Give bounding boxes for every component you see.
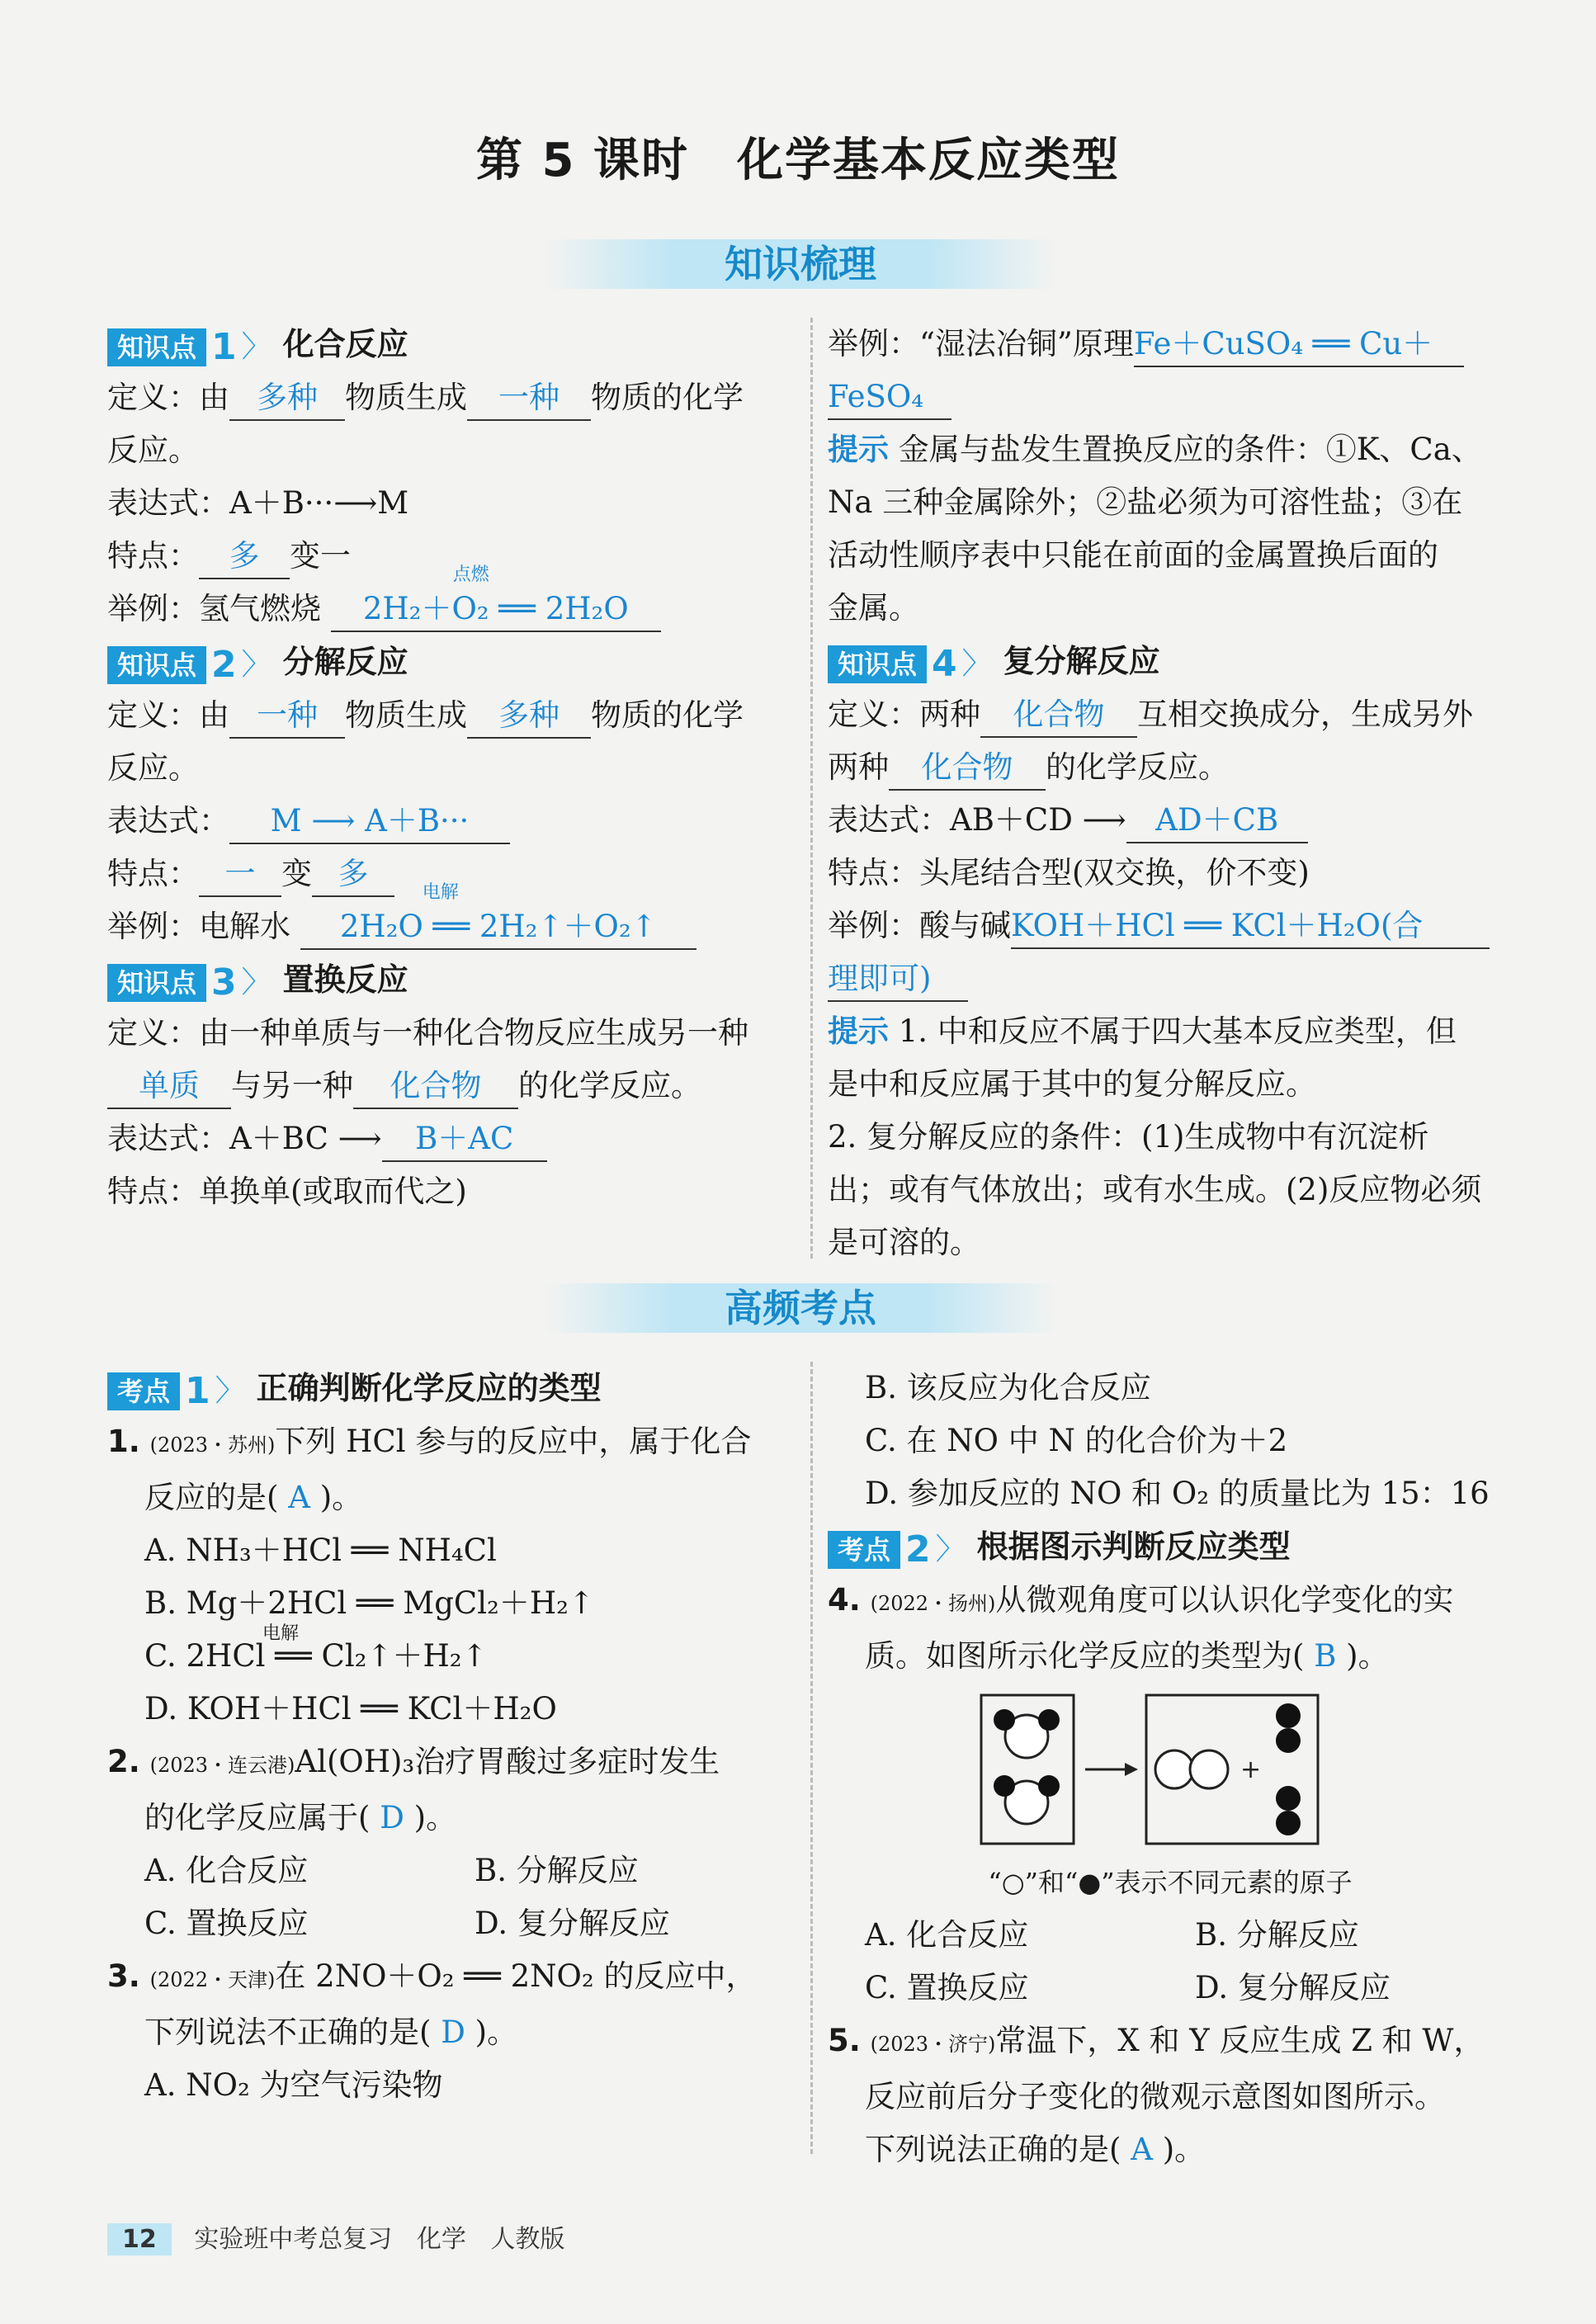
column-divider: [810, 1362, 813, 2154]
blank-answer: 一种: [467, 376, 591, 421]
subject: 化学: [416, 2225, 466, 2254]
tip-label: 提示: [828, 432, 889, 467]
option: D. 复分解反应: [475, 1906, 670, 1941]
knowledge-right-column: 举例：“湿法冶铜”原理Fe＋CuSO₄ ══ Cu＋ FeSO₄ 提示 金属与盐发生置换反应的条件：①K、Ca、 Na 三种金属除外；②盐必须为可溶性盐；③在 活动性顺序表中只能在前面的金属置换后面的 金属。 知识点 4 〉 复分解反应 定义：两种 化合物 互相交换成分，生成另外 两种 化合物 的化学反应。 表达式：AB＋CD ⟶ AD＋CB 特点：头尾结合型(双交换，价不变) 举例：酸与碱KOH＋HCl ══ KCl＋H₂O(合 理即可) 提示 1. 中和反应不属于四大基本反应类型，但 是中和反应属于其中的复分解反应。 2. 复分解反应的条件：(1)生成物中有沉淀析 出；或有气体放出；或有水生成。(2)反应物必须 是可溶的。: [828, 318, 1513, 1269]
svg-text:+: +: [1240, 1755, 1262, 1784]
black-atom: [1276, 1728, 1301, 1753]
blank-answer: KOH＋HCl ══ KCl＋H₂O(合: [1011, 905, 1490, 949]
kp1-heading: 化合反应: [282, 326, 408, 362]
exam-right-column: B. 该反应为化合反应 C. 在 NO 中 N 的化合价为＋2 D. 参加反应的 NO 和 O₂ 的质量比为 15：16 考点 2 〉 根据图示判断反应类型 4. (2022・扬州)从微观角度可以认识化学变化的实 质。如图所示化学反应的类型为( B )。 + “○”和“●”表示不同元素的原子 A. 化合反应 B. 分解反应 C. 置换反应 D. 复分解反应 5. (2023・济宁)常温下，X 和 Y 反应生成 Z 和 W， 反应前后分子变化的微观示意图如图所示。 下列说法正确的是( A )。: [828, 1362, 1513, 2176]
section-title: 高频考点: [725, 1286, 876, 1330]
black-atom: [1276, 1811, 1301, 1835]
blank-answer: 多种: [467, 694, 591, 739]
page-title: 第 5 课时 化学基本反应类型: [476, 134, 1120, 187]
page-number: 12: [107, 2223, 172, 2256]
blank-answer: 多: [312, 853, 394, 897]
section-banner-frequent: [545, 1283, 1056, 1333]
option: C. 置换反应: [144, 1906, 309, 1941]
blank-answer: 电解 2H₂O ══ 2H₂↑＋O₂↑: [300, 905, 696, 950]
blank-answer: 化合物: [353, 1065, 518, 1109]
kp4-heading: 复分解反应: [1003, 643, 1160, 679]
section-title: 知识梳理: [725, 242, 876, 286]
section-banner-knowledge: [545, 239, 1056, 289]
knowledge-tag: 知识点 2 〉: [107, 646, 272, 684]
answer-choice: A: [288, 1480, 310, 1515]
edition: 人教版: [490, 2225, 565, 2254]
blank-answer: 一: [199, 853, 281, 897]
diagram-legend: “○”和“●”表示不同元素的原子: [988, 1867, 1353, 1898]
blank-answer: B＋AC: [382, 1117, 547, 1162]
blank-answer: 化合物: [980, 693, 1137, 738]
black-atom: [994, 1709, 1015, 1731]
question-2: 2. (2023・连云港)Al(OH)₃治疗胃酸过多症时发生: [107, 1744, 720, 1779]
question-3: 3. (2022・天津)在 2NO＋O₂ ══ 2NO₂ 的反应中，: [107, 1958, 757, 1994]
answer-choice: D: [441, 2015, 465, 2050]
exam2-heading: 根据图示判断反应类型: [976, 1528, 1291, 1565]
option: B. 该反应为化合反应: [865, 1370, 1151, 1405]
knowledge-tag: 知识点 3 〉: [107, 964, 272, 1002]
kp2-heading: 分解反应: [282, 644, 408, 680]
column-divider: [810, 318, 813, 1259]
blank-answer: 化合物: [889, 746, 1046, 791]
molecule-diagram: [828, 1683, 1513, 1856]
option: B. 分解反应: [475, 1853, 639, 1888]
option: B. Mg＋2HCl ══ MgCl₂＋H₂↑: [144, 1585, 594, 1621]
footer: [107, 2218, 564, 2256]
option: C. 置换反应: [865, 1970, 1029, 2005]
option: B. 分解反应: [1195, 1917, 1359, 1953]
blank-answer: 多: [199, 535, 290, 579]
black-atom: [1038, 1775, 1060, 1797]
knowledge-tag: 知识点 4 〉: [828, 645, 992, 683]
white-atom: [1190, 1750, 1228, 1788]
black-atom: [1276, 1786, 1301, 1811]
knowledge-tag: 知识点 1 〉: [107, 328, 272, 366]
tip-label: 提示: [828, 1013, 889, 1049]
answer-choice: D: [380, 1800, 404, 1835]
blank-answer: 一种: [229, 694, 345, 739]
exam-left-column: 考点 1 〉 正确判断化学反应的类型 1. (2023・苏州)下列 HCl 参与的反应中，属于化合 反应的是( A )。 A. NH₃＋HCl ══ NH₄Cl B. Mg＋2HCl ══ MgCl₂＋H₂↑ 电解 C. 2HCl ══ Cl₂↑＋H₂↑ D. KOH＋HCl ══ KCl＋H₂O 2. (2023・连云港)Al(OH)₃治疗胃酸过多症时发生 的化学反应属于( D )。 A. 化合反应 B. 分解反应 C. 置换反应 D. 复分解反应 3. (2022・天津)在 2NO＋O₂ ══ 2NO₂ 的反应中， 下列说法不正确的是( D )。 A. NO₂ 为空气污染物: [107, 1362, 800, 2112]
exam-tag: 考点 2 〉: [828, 1531, 966, 1569]
option: A. 化合反应: [865, 1917, 1029, 1953]
option: A. NH₃＋HCl ══ NH₄Cl: [144, 1533, 497, 1568]
option: 电解 C. 2HCl ══ Cl₂↑＋H₂↑: [144, 1623, 488, 1674]
question-1: 1. (2023・苏州)下列 HCl 参与的反应中，属于化合: [107, 1424, 752, 1459]
blank-answer: 点燃 2H₂＋O₂ ══ 2H₂O: [331, 588, 661, 632]
question-4: 4. (2022・扬州)从微观角度可以认识化学变化的实: [828, 1582, 1454, 1618]
option: D. 复分解反应: [1195, 1970, 1391, 2005]
answer-choice: A: [1131, 2132, 1153, 2167]
option: D. KOH＋HCl ══ KCl＋H₂O: [144, 1691, 557, 1726]
blank-answer: AD＋CB: [1126, 799, 1308, 843]
blank-answer: 理即可): [828, 957, 968, 1002]
blank-answer: 多种: [229, 376, 345, 421]
option: C. 在 NO 中 N 的化合价为＋2: [865, 1423, 1288, 1458]
reaction-diagram: [828, 1683, 1513, 1856]
blank-answer: M ⟶ A＋B···: [229, 800, 510, 844]
black-atom: [1038, 1709, 1060, 1731]
book-title: 实验班中考总复习: [194, 2225, 393, 2254]
answer-choice: B: [1314, 1638, 1337, 1674]
blank-answer: FeSO₄: [828, 376, 951, 420]
option: A. NO₂ 为空气污染物: [144, 2067, 443, 2103]
option: A. 化合反应: [144, 1853, 309, 1888]
question-5: 5. (2023・济宁)常温下，X 和 Y 反应生成 Z 和 W，: [828, 2023, 1485, 2058]
blank-answer: Fe＋CuSO₄ ══ Cu＋: [1134, 323, 1464, 367]
white-atom: [1155, 1750, 1193, 1788]
exam-tag: 考点 1 〉: [107, 1372, 245, 1410]
kp3-heading: 置换反应: [282, 961, 408, 998]
option: D. 参加反应的 NO 和 O₂ 的质量比为 15：16: [865, 1476, 1490, 1511]
black-atom: [994, 1775, 1015, 1797]
black-atom: [1276, 1703, 1301, 1728]
blank-answer: 单质: [107, 1065, 231, 1109]
exam1-heading: 正确判断化学反应的类型: [256, 1370, 602, 1406]
knowledge-left-column: 知识点 1 〉 化合反应 定义：由 多种 物质生成 一种 物质的化学 反应。 表达式：A＋B···⟶M 特点： 多 变一 举例：氢气燃烧 点燃 2H₂＋O₂ ══ 2H₂O 知识点 2 〉 分解反应 定义：由 一种 物质生成 多种 物质的化学 反应。 表达式： M ⟶ A＋B··· 特点： 一 变 多 举例：电解水 电解 2H₂O ══ 2H₂↑＋O₂↑ 知识点 3 〉 置换反应 定义：由一种单质与一种化合物反应生成另一种 单质 与另一种 化合物 的化学反应。 表达式：A＋BC ⟶ B＋AC 特点：单换单(或取而代之): [107, 325, 748, 1209]
